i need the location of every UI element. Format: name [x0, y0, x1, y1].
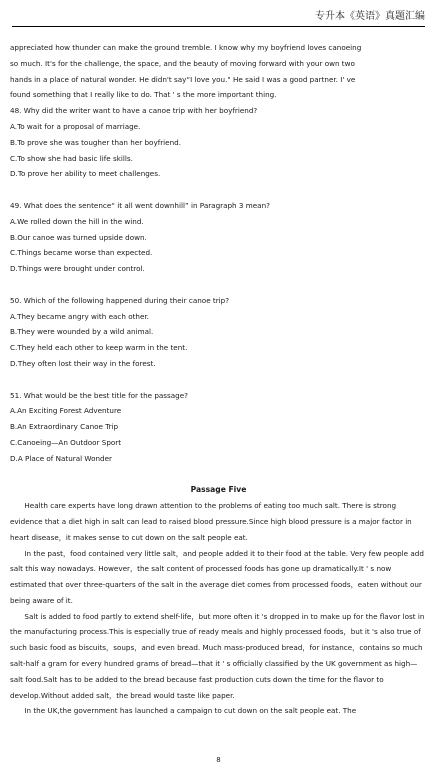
question-option: C.To show she had basic life skills. [10, 153, 133, 163]
question-option: A.They became angry with each other. [10, 311, 149, 321]
passage-paragraph: Health care experts have long drawn attention to the problems of eating too much salt. There is strong evidence that a diet high in salt can lead to raised blood pressure.Since high blood pressure is a major factor in heart disease，it makes sense to cut down on the salt people eat. [10, 501, 412, 542]
question-option: D.A Place of Natural Wonder [10, 453, 112, 463]
question-51 [10, 388, 427, 467]
question-50 [10, 293, 427, 372]
question-stem: 49. What does the sentence“ it all went downhill” in Paragraph 3 mean? [10, 200, 270, 210]
passage-paragraph: Salt is added to food partly to extend shelf-life，but more often it 's dropped in to make up for the flavor lost in the manufacturing process.This is especially true of ready meals and highly processed foods，but it 's also true of such basic food as biscuits，soups，and even bread. Much mass-produced bread，for instance，contains so much salt-half a gram for every hundred grams of bread—that it ' s officially classified by the UK government as high—salt food.Salt has to be added to the bread because fast production cuts down the time for the flavor to develop.Without added salt，the bread would taste like paper. [10, 611, 425, 700]
passage-paragraph: In the UK,the government has launched a campaign to cut down on the salt people eat. The [24, 706, 357, 716]
intro-line: hands in a place of natural wonder. He didn't say“I love you." He said I was a good partner. I' ve [10, 74, 356, 84]
question-option: C.They held each other to keep warm in the tent. [10, 343, 188, 353]
question-option: A.An Exciting Forest Adventure [10, 406, 122, 416]
question-48 [10, 103, 427, 182]
header-title: 专升本《英语》真题汇编 [315, 11, 425, 22]
question-option: D.They often lost their way in the forest. [10, 358, 156, 368]
question-option: A.To wait for a proposal of marriage. [10, 121, 141, 131]
question-option: C.Canoeing—An Outdoor Sport [10, 437, 122, 447]
intro-line: so much. It's for the challenge, the space, and the beauty of moving forward with your own two [10, 58, 355, 68]
question-option: B.Our canoe was turned upside down. [10, 232, 147, 242]
question-49 [10, 198, 427, 277]
question-option: D.Things were brought under control. [10, 264, 145, 274]
intro-line: appreciated how thunder can make the ground tremble. I know why my boyfriend loves canoeing [10, 43, 362, 52]
question-option: A.We rolled down the hill in the wind. [10, 216, 144, 226]
passage-title: Passage Five [190, 485, 247, 495]
question-option: C.Things became worse than expected. [10, 248, 153, 258]
page-header [12, 10, 425, 27]
question-option: B.To prove she was tougher than her boyfriend. [10, 137, 182, 147]
question-stem: 50. Which of the following happened during their canoe trip? [10, 295, 230, 305]
question-option: B.An Extraordinary Canoe Trip [10, 422, 119, 432]
question-stem: 48. Why did the writer want to have a canoe trip with her boyfriend? [10, 106, 258, 116]
question-option: B.They were wounded by a wild animal. [10, 327, 154, 337]
passage-paragraph: In the past，food contained very little salt，and people added it to their food at the table. Very few people add salt this way nowadays. However，the salt content of processed foods has gone up dramatically.It ' s now estimated that over three-quarters of the salt in the average diet comes from processed foods，eaten without our being aware of it. [10, 548, 424, 605]
page-content [10, 40, 427, 719]
intro-line: found something that I really like to do. That ' s the more important thing. [10, 90, 277, 100]
question-option: D.To prove her ability to meet challenges. [10, 169, 161, 179]
question-stem: 51. What would be the best title for the passage? [10, 390, 188, 400]
page-number: 8 [216, 756, 221, 764]
